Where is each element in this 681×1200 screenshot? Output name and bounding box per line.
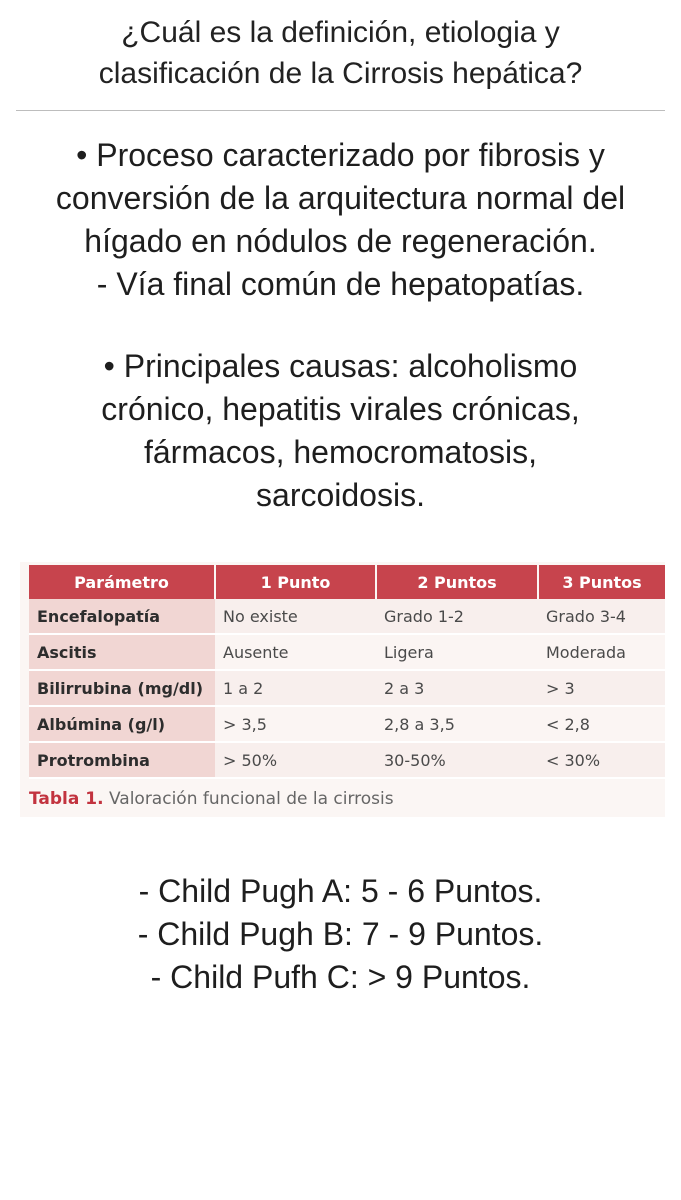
table-row xyxy=(29,742,665,778)
value-cell: No existe xyxy=(215,599,376,634)
value-cell: > 50% xyxy=(215,742,376,778)
score-line: - Child Pugh B: 7 - 9 Puntos. xyxy=(137,916,544,952)
header-parametro: Parámetro xyxy=(29,565,215,599)
causes-line: • Principales causas: alcoholismo xyxy=(103,348,578,384)
definition-line: - Vía final común de hepatopatías. xyxy=(96,266,585,302)
question-title xyxy=(0,12,681,94)
value-cell: 2,8 a 3,5 xyxy=(376,706,538,742)
param-cell: Protrombina xyxy=(29,742,215,778)
value-cell: 2 a 3 xyxy=(376,670,538,706)
causes-block xyxy=(0,345,681,517)
value-cell: Ligera xyxy=(376,634,538,670)
param-cell: Bilirrubina (mg/dl) xyxy=(29,670,215,706)
definition-line: conversión de la arquitectura normal del xyxy=(55,180,626,216)
definition-line: • Proceso caracterizado por fibrosis y xyxy=(76,137,605,173)
value-cell: Grado 3-4 xyxy=(538,599,665,634)
divider xyxy=(16,110,665,111)
causes-line: sarcoidosis. xyxy=(256,477,425,513)
header-3-puntos: 3 Puntos xyxy=(538,565,665,599)
value-cell: 1 a 2 xyxy=(215,670,376,706)
value-cell: < 2,8 xyxy=(538,706,665,742)
table-header-row xyxy=(29,565,665,599)
value-cell: Moderada xyxy=(538,634,665,670)
value-cell: Ausente xyxy=(215,634,376,670)
causes-line: crónico, hepatitis virales crónicas, xyxy=(101,391,580,427)
value-cell: > 3,5 xyxy=(215,706,376,742)
table-row xyxy=(29,634,665,670)
score-line: - Child Pufh C: > 9 Puntos. xyxy=(150,959,531,995)
table-row xyxy=(29,670,665,706)
child-pugh-table xyxy=(29,565,665,779)
table-row xyxy=(29,599,665,634)
value-cell: > 3 xyxy=(538,670,665,706)
caption-text: Valoración funcional de la cirrosis xyxy=(108,789,394,809)
definition-block xyxy=(0,134,681,306)
question-line: ¿Cuál es la definición, etiologia y xyxy=(121,16,560,49)
header-1-punto: 1 Punto xyxy=(215,565,376,599)
child-pugh-table-figure xyxy=(20,562,665,817)
param-cell: Albúmina (g/l) xyxy=(29,706,215,742)
score-line: - Child Pugh A: 5 - 6 Puntos. xyxy=(138,873,543,909)
value-cell: < 30% xyxy=(538,742,665,778)
child-pugh-scores xyxy=(0,870,681,999)
question-line: clasificación de la Cirrosis hepática? xyxy=(98,57,583,90)
table-row xyxy=(29,706,665,742)
definition-line: hígado en nódulos de regeneración. xyxy=(84,223,597,259)
causes-line: fármacos, hemocromatosis, xyxy=(143,434,537,470)
header-2-puntos: 2 Puntos xyxy=(376,565,538,599)
param-cell: Ascitis xyxy=(29,634,215,670)
param-cell: Encefalopatía xyxy=(29,599,215,634)
value-cell: Grado 1-2 xyxy=(376,599,538,634)
caption-label: Tabla 1. xyxy=(29,789,104,809)
table-caption xyxy=(29,789,394,809)
value-cell: 30-50% xyxy=(376,742,538,778)
